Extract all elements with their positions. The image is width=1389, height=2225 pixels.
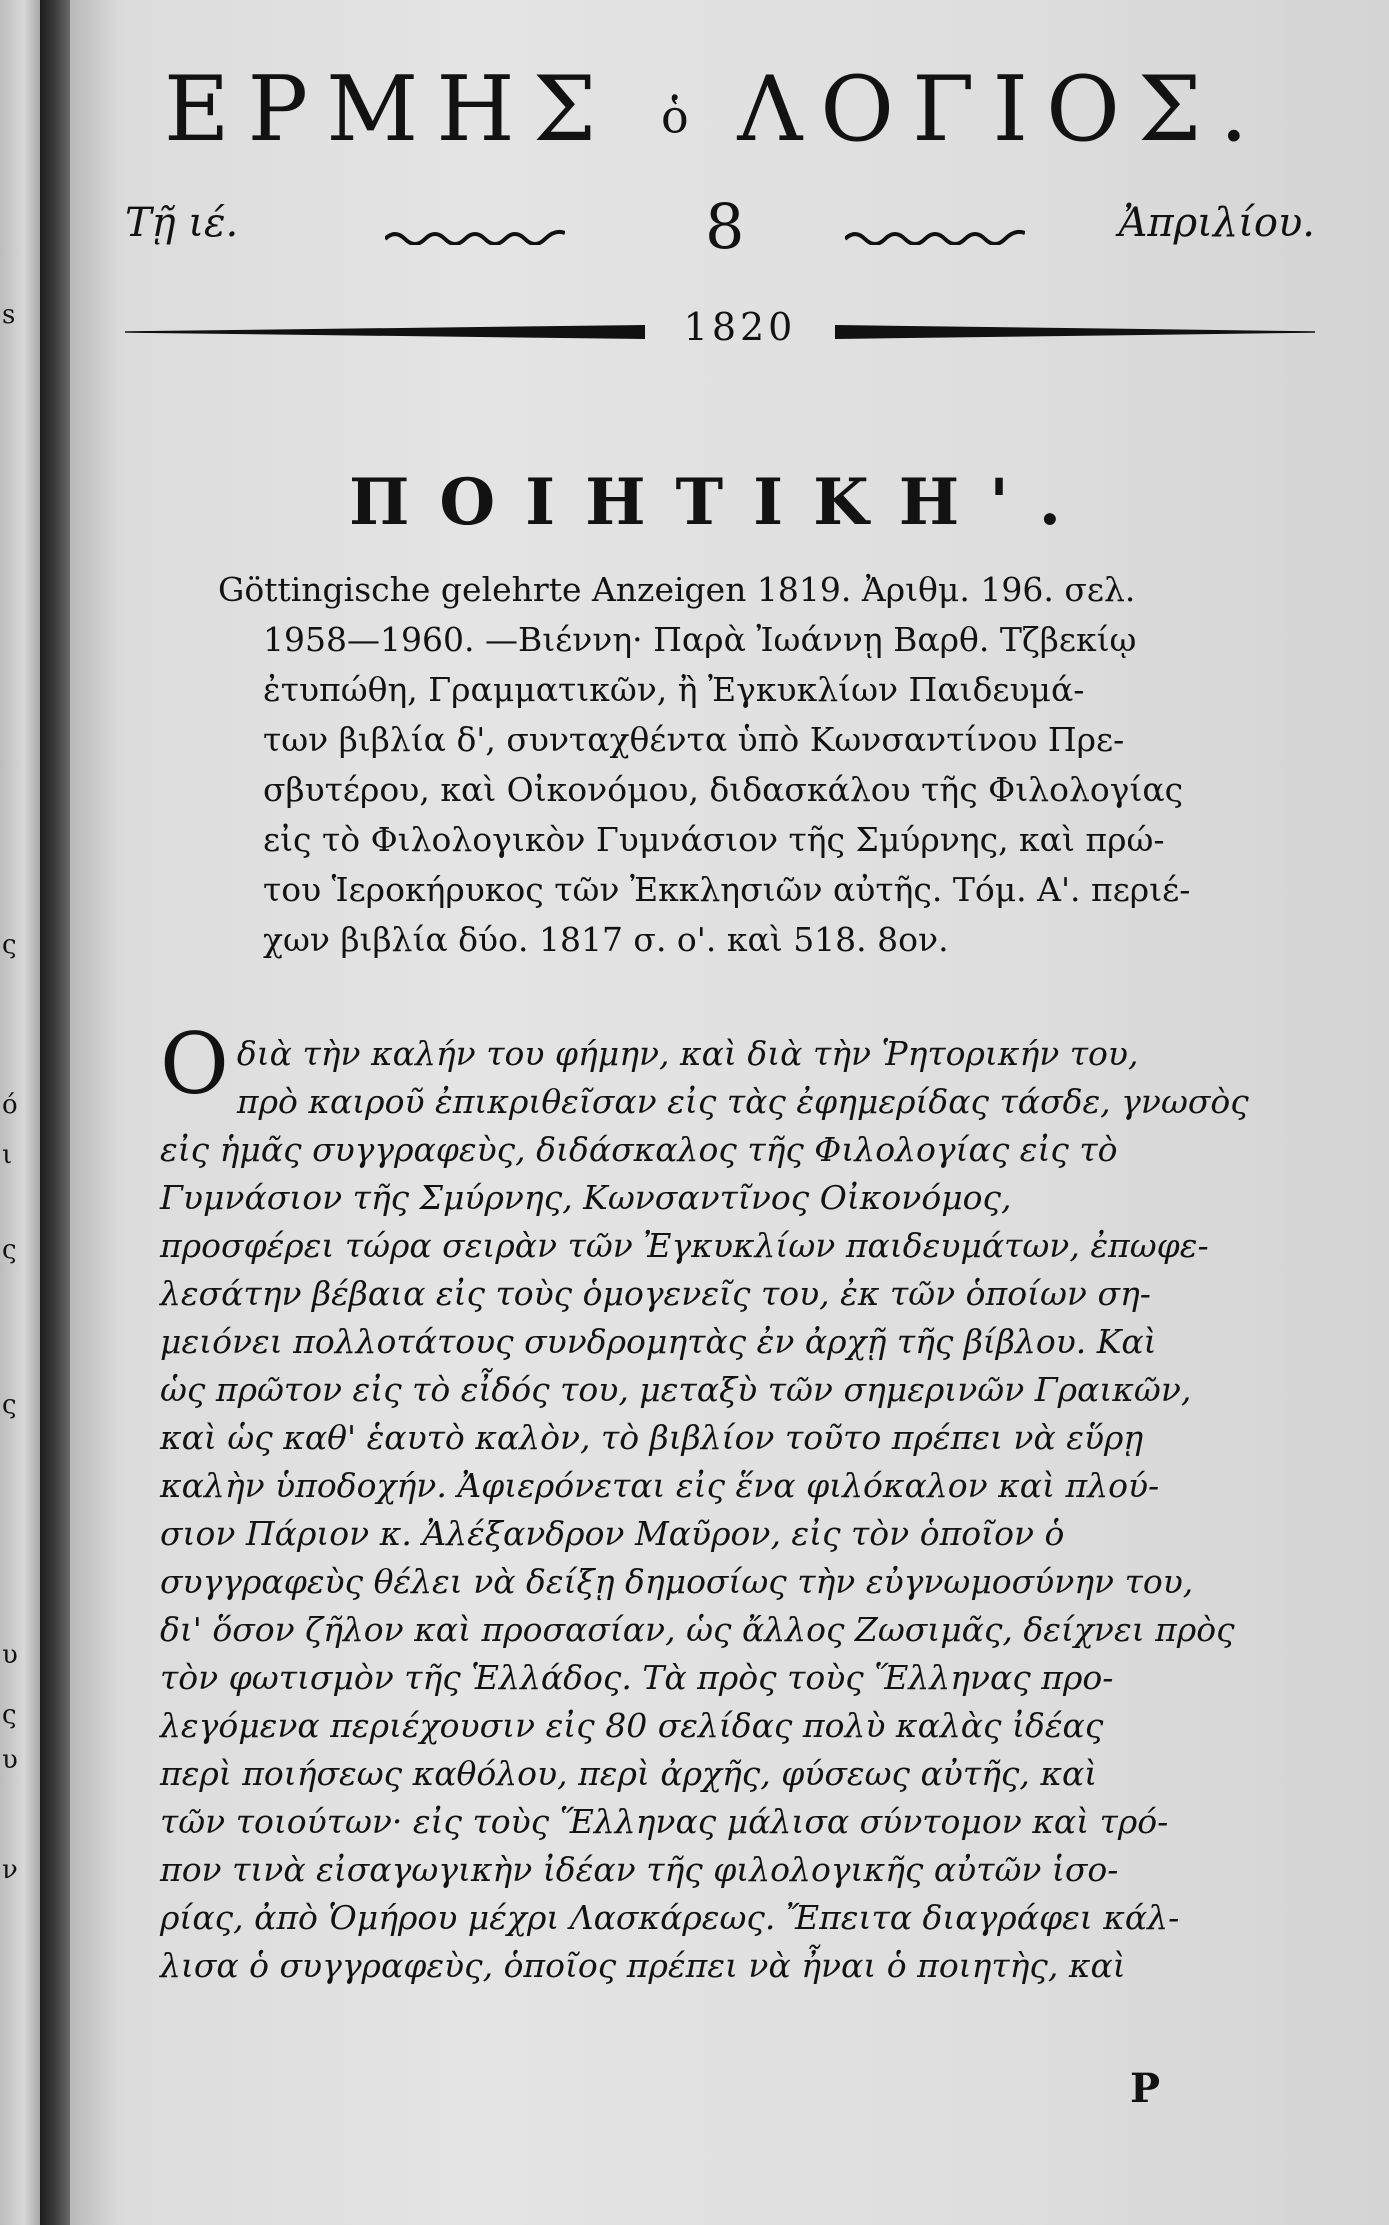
issue-number: 8 [705, 190, 745, 263]
body-line: ρίας, ἀπὸ Ὁμήρου μέχρι Λασκάρεως. Ἔπειτα διαγράφει κάλ- [160, 1898, 1180, 1937]
body-line: τῶν τοιούτων· εἰς τοὺς Ἕλληνας μάλισα σύντομον καὶ τρό- [160, 1802, 1169, 1841]
body-line: μειόνει πολλοτάτους συνδρομητὰς ἐν ἀρχῇ τῆς βίβλου. Καὶ [160, 1322, 1157, 1361]
citation-line: χων βιβλία δύο. 1817 σ. ο'. καὶ 518. 8ον. [263, 920, 949, 959]
citation-line: Göttingische gelehrte Anzeigen 1819. Ἀριθμ. 196. σελ. [218, 570, 1136, 609]
section-title: ΠΟΙΗΤΙΚΗ'. [348, 465, 1092, 540]
body-line: συγγραφεὺς θέλει νὰ δείξῃ δημοσίως τὴν εὐγνωμοσύνην του, [160, 1562, 1194, 1601]
body-line: πον τινὰ εἰσαγωγικὴν ἰδέαν τῆς φιλολογικῆς αὐτῶν ἱσο- [160, 1850, 1119, 1889]
body-line: καὶ ὡς καθ' ἑαυτὸ καλὸν, τὸ βιβλίον τοῦτο πρέπει νὰ εὕρῃ [160, 1418, 1144, 1457]
drop-cap: Ο [160, 1015, 229, 1113]
citation-line: του Ἱεροκήρυκος τῶν Ἐκκλησιῶν αὐτῆς. Τόμ. Α'. περιέ- [263, 870, 1191, 909]
facing-page-fragment: ν [2, 1855, 18, 1885]
body-line: λεσάτην βέβαια εἰς τοὺς ὁμογενεῖς του, ἐκ τῶν ὁποίων ση- [160, 1274, 1151, 1313]
body-line: ὡς πρῶτον εἰς τὸ εἶδός του, μεταξὺ τῶν σημερινῶν Γραικῶν, [160, 1370, 1192, 1409]
facing-page-fragment: ς [2, 1390, 17, 1420]
issue-month: Ἀπριλίου. [1118, 200, 1315, 246]
citation-line: σβυτέρου, καὶ Οἰκονόμου, διδασκάλου τῆς Φιλολογίας [263, 770, 1184, 809]
book-gutter [40, 0, 70, 2225]
body-line: σιον Πάριον κ. Ἀλέξανδρον Μαῦρον, εἰς τὸν ὁποῖον ὁ [160, 1514, 1065, 1553]
facing-page-fragment: υ [2, 1640, 18, 1670]
body-line: δι' ὅσον ζῆλον καὶ προσασίαν, ὡς ἄλλος Ζωσιμᾶς, δείχνει πρὸς [160, 1610, 1235, 1649]
body-line: εἰς ἡμᾶς συγγραφεὺς, διδάσκαλος τῆς Φιλολογίας εἰς τὸ [160, 1130, 1118, 1169]
body-line: πρὸ καιροῦ ἐπικριθεῖσαν εἰς τὰς ἐφημερίδας τάσδε, γνωσὸς [236, 1082, 1249, 1121]
facing-page-fragment: ς [2, 930, 17, 960]
citation-line: ἐτυπώθη, Γραμματικῶν, ἢ Ἐγκυκλίων Παιδευμά- [263, 670, 1085, 709]
body-line: διὰ τὴν καλήν του φήμην, καὶ διὰ τὴν Ῥητορικήν του, [236, 1034, 1139, 1073]
article-body [160, 1015, 1340, 1990]
facing-page-fragment: s [2, 300, 16, 330]
journal-page [70, 0, 1389, 2225]
year-line [125, 305, 1315, 355]
year-rule-left [125, 325, 645, 339]
masthead-title-left: ΕΡΜΗΣ [163, 57, 615, 162]
issue-day: Τῇ ιέ. [125, 200, 239, 246]
body-line: Γυμνάσιον τῆς Σμύρνης, Κωνσαντῖνος Οἰκονόμος, [160, 1178, 1012, 1217]
masthead-article: ὁ [661, 89, 691, 144]
year-rule-right [835, 325, 1315, 339]
masthead-title-right: ΛΟΓΙΟΣ. [737, 57, 1267, 162]
facing-page-fragment: υ [2, 1745, 18, 1775]
wave-ornament-left-icon [385, 225, 565, 245]
body-line: τὸν φωτισμὸν τῆς Ἑλλάδος. Τὰ πρὸς τοὺς Ἕλληνας προ- [160, 1658, 1114, 1697]
body-line: λεγόμενα περιέχουσιν εἰς 80 σελίδας πολὺ καλὰς ἰδέας [160, 1706, 1104, 1745]
citation-line: 1958—1960. —Βιέννη· Παρὰ Ἰωάννῃ Βαρθ. Τζβεκίῳ [263, 620, 1137, 659]
wave-ornament-right-icon [845, 225, 1025, 245]
facing-page-fragment: ς [2, 1700, 17, 1730]
body-line: καλὴν ὑποδοχήν. Ἀφιερόνεται εἰς ἕνα φιλόκαλον καὶ πλού- [160, 1466, 1160, 1505]
body-line: λισα ὁ συγγραφεὺς, ὁποῖος πρέπει νὰ ἦναι ὁ ποιητὴς, καὶ [160, 1946, 1126, 1985]
masthead [120, 55, 1310, 172]
body-line: προσφέρει τώρα σειρὰν τῶν Ἐγκυκλίων παιδευμάτων, ἐπωφε- [160, 1226, 1209, 1265]
signature-mark: P [1130, 2065, 1161, 2112]
citation-line: εἰς τὸ Φιλολογικὸν Γυμνάσιον τῆς Σμύρνης, καὶ πρώ- [263, 820, 1165, 859]
issue-year: 1820 [683, 305, 797, 349]
body-line: περὶ ποιήσεως καθόλου, περὶ ἀρχῆς, φύσεως αὐτῆς, καὶ [160, 1754, 1098, 1793]
citation-line: των βιβλία δ', συνταχθέντα ὑπὸ Κωνσαντίνου Πρε- [263, 720, 1125, 759]
facing-page-fragment: ς [2, 1235, 17, 1265]
citation-block [218, 565, 1328, 965]
facing-page-fragment: ι [2, 1140, 13, 1170]
dateline [125, 180, 1315, 263]
facing-page-fragment: ό [2, 1090, 18, 1120]
facing-page-edge [0, 0, 40, 2225]
